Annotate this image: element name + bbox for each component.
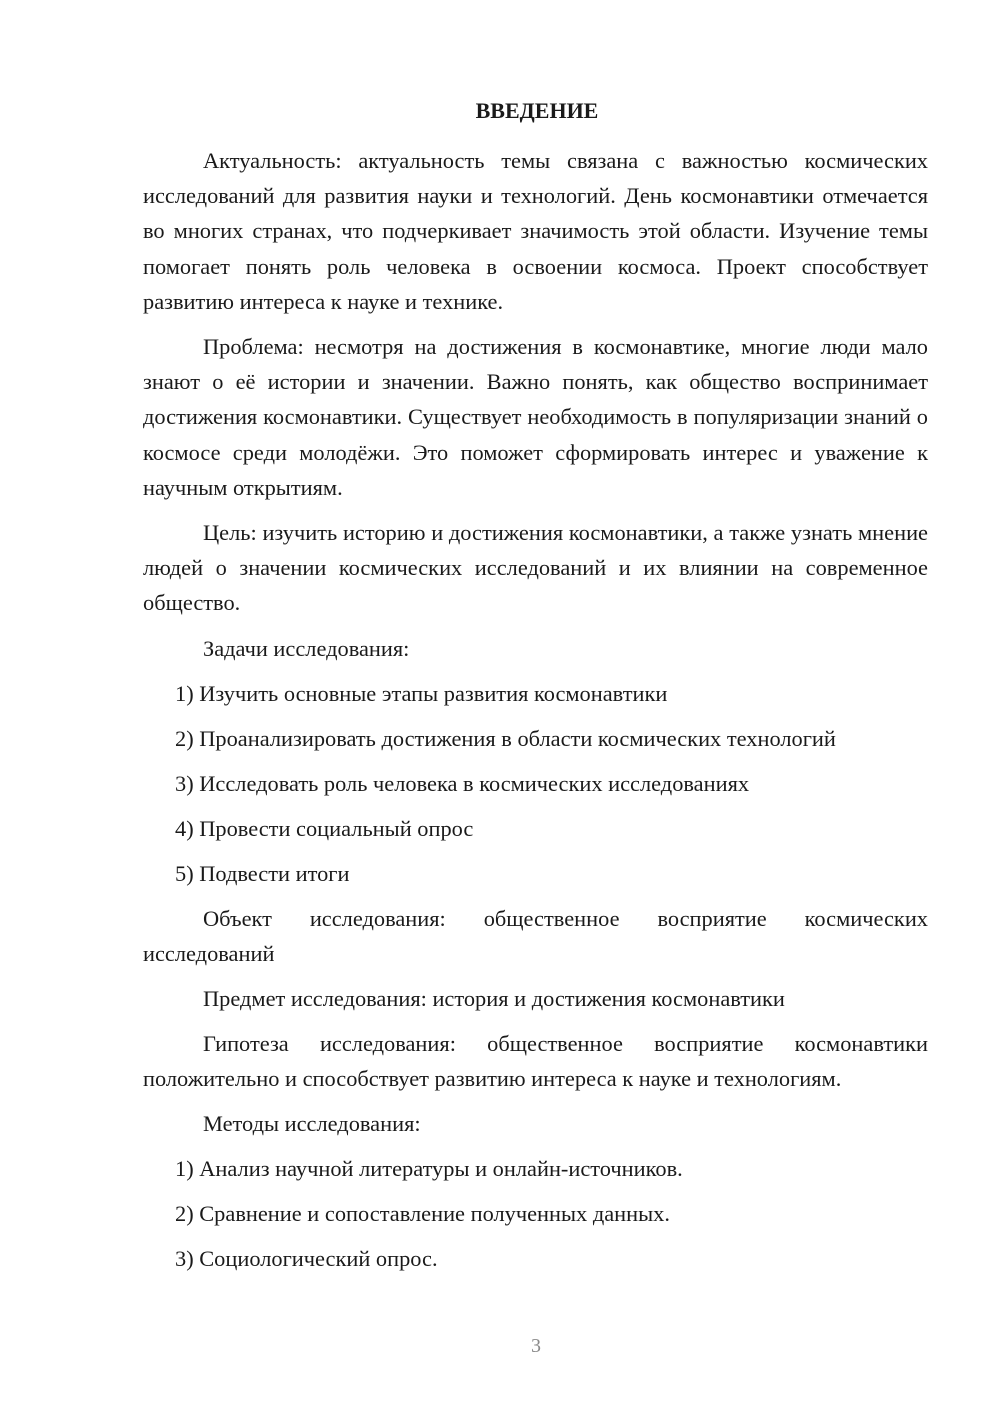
method-item-2: 2) Сравнение и сопоставление полученных данных. <box>175 1201 670 1227</box>
tasks-heading: Задачи исследования: <box>203 635 410 661</box>
object-paragraph: Объект исследования: общественное восприятие космических исследований <box>143 905 928 966</box>
task-item-3: 3) Исследовать роль человека в космических исследованиях <box>175 770 750 796</box>
task-item-4: 4) Провести социальный опрос <box>175 815 474 841</box>
goal-paragraph: Цель: изучить историю и достижения космонавтики, а также узнать мнение людей о значении космических исследований и их влиянии на современное общество. <box>143 520 928 616</box>
methods-heading: Методы исследования: <box>203 1111 421 1137</box>
subject-paragraph: Предмет исследования: история и достижения космонавтики <box>203 986 785 1012</box>
method-item-1: 1) Анализ научной литературы и онлайн-источников. <box>175 1156 683 1182</box>
problem-paragraph: Проблема: несмотря на достижения в космонавтике, многие люди мало знают о её истории и значении. Важно понять, как общество воспринимает достижения космонавтики. Существует необходимость в популяризации знаний о космосе среди молодёжи. Это поможет сформировать интерес и уважение к научным открытиям. <box>143 334 928 500</box>
method-item-3: 3) Социологический опрос. <box>175 1246 438 1272</box>
section-title: ВВЕДЕНИЕ <box>475 98 599 123</box>
page-content <box>143 93 928 1286</box>
relevance-paragraph: Актуальность: актуальность темы связана с важностью космических исследований для развития науки и технологий. День космонавтики отмечается во многих странах, что подчеркивает значимость этой области. Изучение темы помогает понять роль человека в освоении космоса. Проект способствует развитию интереса к науке и технике. <box>143 148 928 314</box>
task-item-5: 5) Подвести итоги <box>175 860 350 886</box>
task-item-1: 1) Изучить основные этапы развития космонавтики <box>175 680 668 706</box>
task-item-2: 2) Проанализировать достижения в области космических технологий <box>175 725 836 751</box>
hypothesis-paragraph: Гипотеза исследования: общественное восприятие космонавтики положительно и способствует развитию интереса к науке и технологиям. <box>143 1031 928 1092</box>
page-number: 3 <box>531 1335 541 1357</box>
